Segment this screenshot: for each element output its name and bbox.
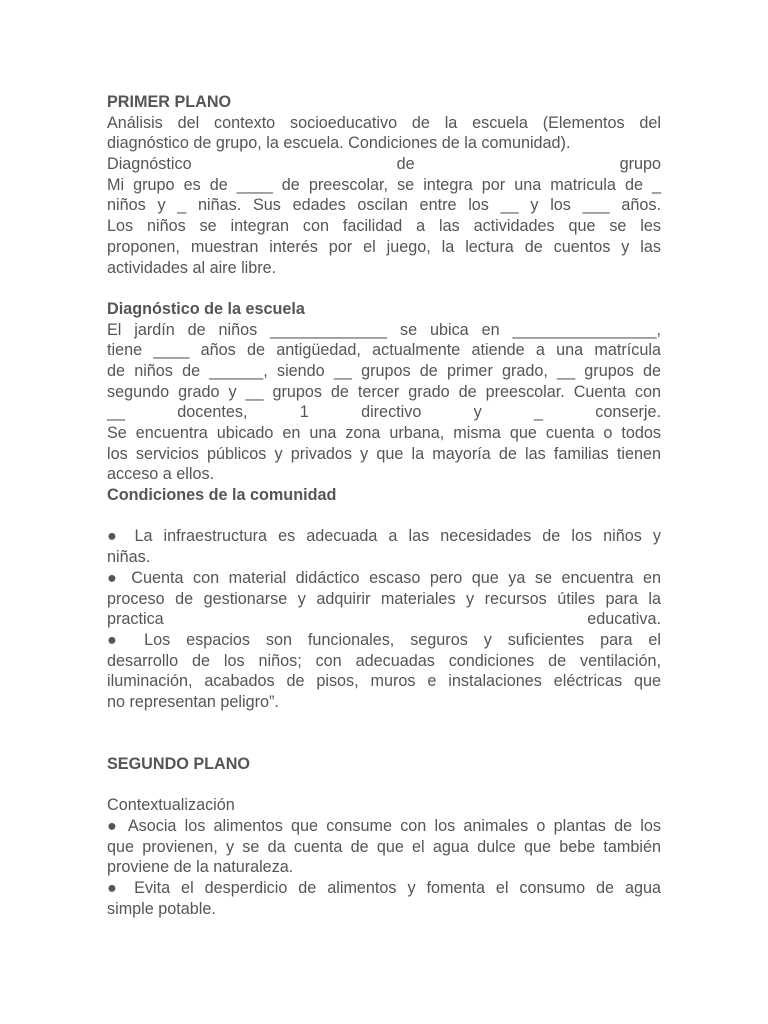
- bullet-line: proviene de la naturaleza.: [107, 858, 294, 877]
- paragraph-line: niños y _ niñas. Sus edades oscilan entre los __ y los ___ años.: [107, 196, 661, 215]
- subheading-contextualizacion: Contextualización: [107, 796, 235, 815]
- paragraph-line: acceso a ellos.: [107, 465, 215, 484]
- section-heading-primer-plano: PRIMER PLANO: [107, 93, 232, 111]
- bullet-line: simple potable.: [107, 899, 216, 918]
- paragraph-line: El jardín de niños _____________ se ubica en ________________,: [107, 320, 661, 339]
- bullet-line: desarrollo de los niños; con adecuadas condiciones de ventilación,: [107, 651, 661, 670]
- bullet-line: ● Los espacios son funcionales, seguros y suficientes para el: [107, 630, 661, 649]
- paragraph-line: Mi grupo es de ____ de preescolar, se integra por una matricula de _: [107, 175, 661, 194]
- spacer: [107, 713, 661, 734]
- paragraph-line: tiene ____ años de antigüedad, actualmente atiende a una matrícula: [107, 341, 661, 360]
- bullet-line: ● Cuenta con material didáctico escaso pero que ya se encuentra en: [107, 568, 661, 587]
- bullet-line: proceso de gestionarse y adquirir materiales y recursos útiles para la: [107, 589, 661, 608]
- paragraph-line: segundo grado y __ grupos de tercer grado de preescolar. Cuenta con: [107, 382, 661, 401]
- spacer: [107, 278, 661, 299]
- paragraph-line: Se encuentra ubicado en una zona urbana, misma que cuenta o todos: [107, 424, 661, 442]
- paragraph-line: __ docentes, 1 directivo y _ conserje.: [107, 403, 661, 422]
- spacer: [107, 733, 661, 754]
- spacer: [107, 506, 661, 527]
- paragraph-line: proponen, muestran interés por el juego, la lectura de cuentos y las: [107, 237, 661, 256]
- spacer: [107, 775, 661, 796]
- bullet-line: que provienen, y se da cuenta de que el agua dulce que bebe también: [107, 837, 661, 856]
- paragraph-line: diagnóstico de grupo, la escuela. Condiciones de la comunidad).: [107, 134, 571, 153]
- paragraph-line: actividades al aire libre.: [107, 258, 277, 277]
- paragraph-line: Análisis del contexto socioeducativo de la escuela (Elementos del: [107, 113, 661, 132]
- paragraph-line: de niños de ______, siendo __ grupos de primer grado, __ grupos de: [107, 361, 661, 380]
- bullet-line: ● Evita el desperdicio de alimentos y fomenta el consumo de agua: [107, 879, 661, 898]
- section-heading-diagnostico-escuela: Diagnóstico de la escuela: [107, 299, 305, 318]
- bullet-line: niñas.: [107, 548, 151, 567]
- bullet-line: ● Asocia los alimentos que consume con los animales o plantas de los: [107, 817, 661, 836]
- bullet-line: ● La infraestructura es adecuada a las necesidades de los niños y: [107, 527, 661, 546]
- paragraph-line: Diagnóstico de grupo: [107, 155, 661, 174]
- section-heading-segundo-plano: SEGUNDO PLANO: [107, 755, 251, 773]
- document-page: [107, 92, 661, 920]
- bullet-line: practica educativa.: [107, 610, 661, 629]
- paragraph-line: los servicios públicos y privados y que la mayoría de las familias tienen: [107, 444, 661, 463]
- bullet-line: iluminación, acabados de pisos, muros e instalaciones eléctricas que: [107, 672, 661, 691]
- section-heading-condiciones-comunidad: Condiciones de la comunidad: [107, 486, 337, 505]
- paragraph-line: Los niños se integran con facilidad a las actividades que se les: [107, 217, 661, 236]
- bullet-line: no representan peligro”.: [107, 692, 279, 711]
